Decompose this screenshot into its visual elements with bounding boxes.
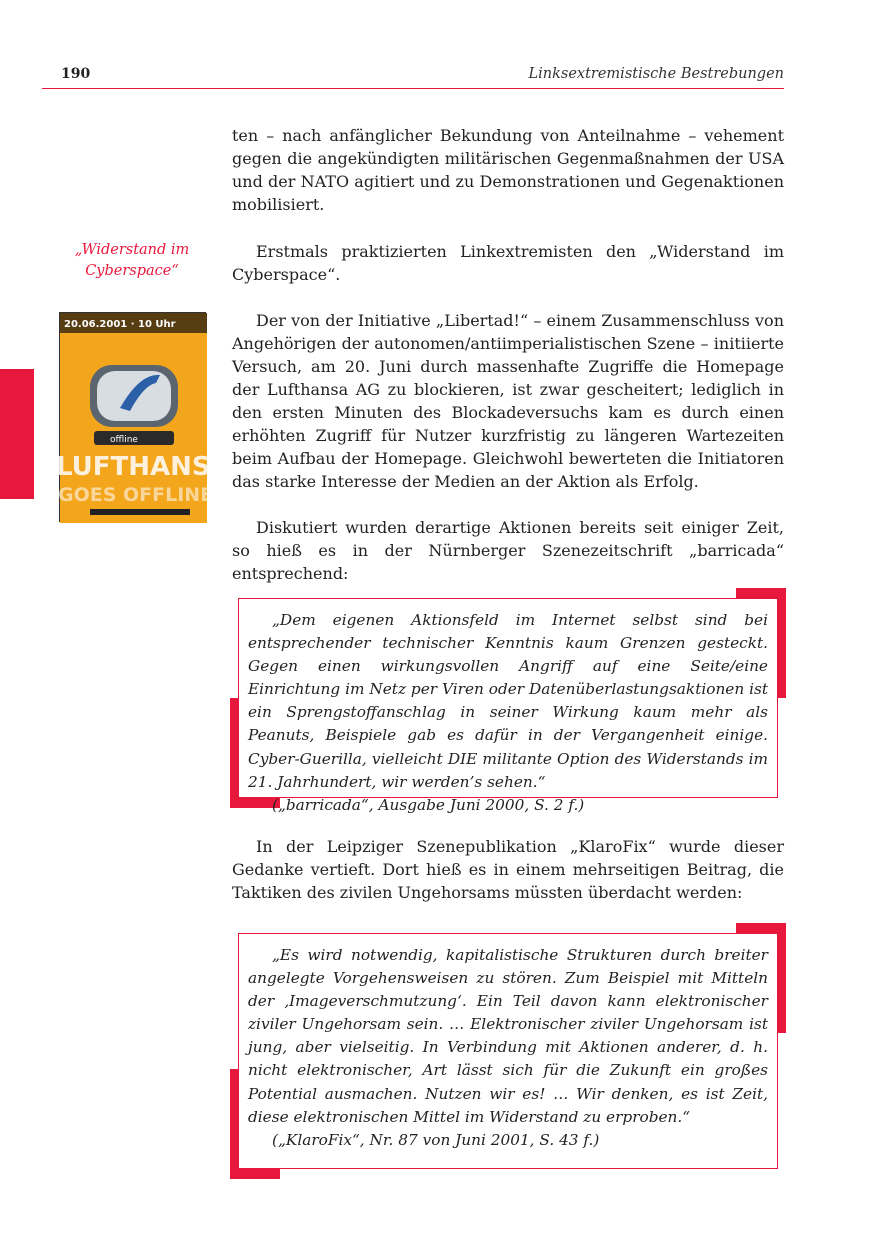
page-number: 190 [61,66,91,82]
quote-text-1: „Dem eigenen Aktionsfeld im Internet selbst sind bei entsprechender technischer Kenntnis kaum Grenzen gesteckt. Gegen einen wirkungsvollen Angriff auf eine Seite/eine Einrichtung im Netz per Viren oder Datenüberlastungsaktionen ist ein Sprengstoffanschlag in seiner Wirkung kaum mehr als Peanuts, Beispiele gab es dafür in der Vergangenheit einige. Cyber-Guerilla, vielleicht DIE militante Option des Widerstands im 21. Jahrhundert, wir werden’s sehen.“ [248,611,768,791]
paragraph-3: Der von der Initiative „Libertad!“ – einem Zusammenschluss von Angehörigen der autonomen/antiimperialistischen Szene – initiierte Versuch, am 20. Juni durch massenhafte Zugriffe die Homepage der Lufthansa AG zu blockieren, ist zwar gescheitert; lediglich in den ersten Minuten des Blockadeversuchs kam es durch einen erhöhten Zugriff für Nutzer kurzfristig zu längeren Wartezeiten beim Aufbau der Homepage. Gleichwohl bewerteten die Initiatoren das starke Interesse der Medien an der Aktion als Erfolg. [232,311,784,491]
quote-source-1: („barricada“, Ausgabe Juni 2000, S. 2 f.) [272,795,585,814]
quote-box-1 [238,598,778,814]
lufthansa-poster-image [56,312,231,522]
poster-badge: offline [110,435,138,445]
chapter-tab-marker [0,369,34,499]
margin-note-line-1: „Widerstand im [74,242,190,258]
quote-source-2: („KlaroFix“, Nr. 87 von Juni 2001, S. 43 f.) [272,1130,600,1149]
quote-box-2 [238,933,778,1169]
poster-brand: LUFTHANSA [56,452,231,482]
margin-note [52,240,212,282]
poster-graphic [56,313,231,523]
poster-top-text: 20.06.2001 · 10 Uhr [64,319,176,330]
paragraph-2: Erstmals praktizierten Linkextremisten den „Widerstand im Cyberspace“. [232,242,784,284]
margin-note-line-2: Cyberspace“ [85,263,179,279]
paragraph-5: In der Leipziger Szenepublikation „KlaroFix“ wurde dieser Gedanke vertieft. Dort hieß es in einem mehrseitigen Beitrag, die Taktiken des zivilen Ungehorsams müssten überdacht werden: [232,837,784,902]
quote-text-2: „Es wird notwendig, kapitalistische Strukturen durch breiter angelegte Vorgehensweisen zu stören. Zum Beispiel mit Mitteln der ‚Imageverschmutzung‘. Ein Teil davon kann elektronischer ziviler Ungehorsam sein. … Elektronischer ziviler Ungehorsam ist jung, aber vielseitig. In Verbindung mit Aktionen anderer, d. h. nicht elektronischer, Art lässt sich für die Zukunft ein großes Potential ausmachen. Nutzen wir es! … Wir denken, es ist Zeit, diese elektronischen Mittel im Widerstand zu erproben.“ [248,946,768,1126]
poster-tagline: GOES OFFLINE [58,484,214,506]
quote-block-1 [230,588,786,814]
paragraph-1: ten – nach anfänglicher Bekundung von Anteilnahme – vehement gegen die angekündigten militärischen Gegenmaßnahmen der USA und der NATO agitiert und zu Demonstrationen und Gegenaktionen mobilisiert. [232,126,784,214]
header-rule [42,88,784,89]
paragraph-4: Diskutiert wurden derartige Aktionen bereits seit einiger Zeit, so hieß es in der Nürnberger Szenezeitschrift „barricada“ entsprechend: [232,518,784,583]
running-title: Linksextremistische Bestrebungen [528,66,784,82]
quote-block-2 [230,923,786,1179]
